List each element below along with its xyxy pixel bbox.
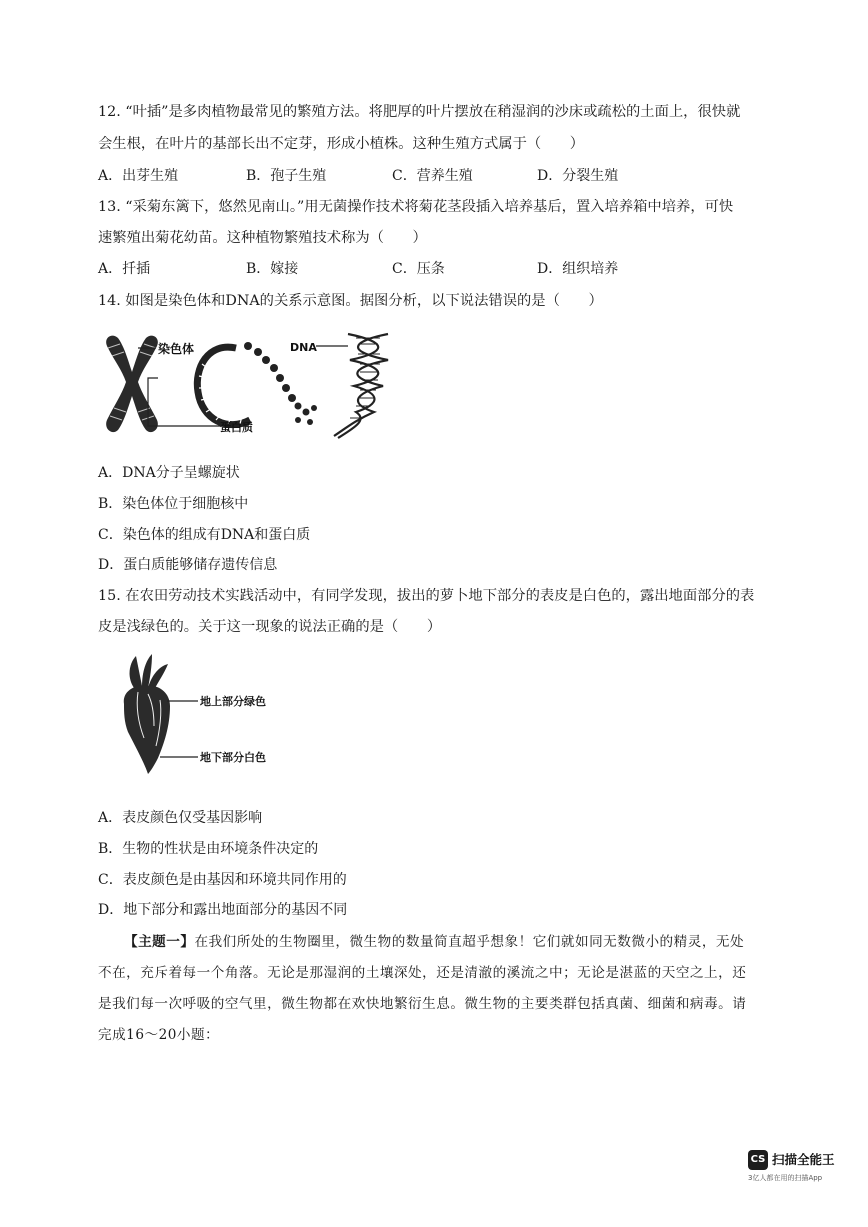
- theme-line4: 完成16～20小题：: [98, 1027, 220, 1043]
- below-ground-label: 地下部分白色: [200, 751, 266, 764]
- theme-line2: 不在，充斥着每一个角落。无论是那湿润的土壤深处，还是清澈的溪流之中；无论是湛蓝的天空之上，还: [98, 965, 747, 981]
- watermark-app-name: 扫描全能王: [772, 1152, 835, 1167]
- radish-figure: [112, 652, 297, 777]
- protein-label: 蛋白质: [220, 421, 253, 434]
- q15-option-d: D．地下部分和露出地面部分的基因不同: [98, 902, 348, 918]
- coiled-fiber-drawing: [197, 347, 250, 425]
- theme-line1: [124, 932, 744, 952]
- q15-option-b: B．生物的性状是由环境条件决定的: [98, 841, 319, 857]
- q15-option-c: C．表皮颜色是由基因和环境共同作用的: [98, 872, 347, 888]
- theme-line3: 是我们每一次呼吸的空气里，微生物都在欢快地繁衍生息。微生物的主要类群包括真菌、细菌和病毒。请: [98, 996, 747, 1012]
- q12-stem-line2: 会生根，在叶片的基部长出不定芽，形成小植株。这种生殖方式属于（ ）: [98, 136, 585, 152]
- q14-option-b: B．染色体位于细胞核中: [98, 496, 249, 512]
- nucleosome-beads-drawing: [244, 342, 317, 425]
- q12-option-c: C．营养生殖: [392, 168, 473, 184]
- q13-option-d: D．组织培养: [537, 261, 619, 277]
- watermark-tagline: 3亿人都在用的扫描App: [748, 1174, 823, 1182]
- dna-helix-drawing: [334, 334, 388, 438]
- radish-root-drawing: [124, 686, 170, 774]
- q13-option-c: C．压条: [392, 261, 445, 277]
- q15-stem-line2: 皮是浅绿色的。关于这一现象的说法正确的是（ ）: [98, 619, 442, 635]
- above-ground-label: 地上部分绿色: [200, 695, 266, 708]
- q15-option-a: A．表皮颜色仅受基因影响: [98, 810, 263, 826]
- q12-option-a: A．出芽生殖: [98, 168, 179, 184]
- q14-option-d: D．蛋白质能够储存遗传信息: [98, 557, 278, 573]
- q13-option-a: A．扦插: [98, 261, 151, 277]
- chromosome-label: 染色体: [158, 342, 195, 356]
- q13-stem-line1: 13. “采菊东篱下，悠然见南山。”用无菌操作技术将菊花茎段插入培养基后，置入培养箱中培养，可快: [98, 199, 734, 215]
- q14-stem: 14. 如图是染色体和DNA的关系示意图。据图分析，以下说法错误的是（ ）: [98, 293, 603, 309]
- q13-stem-line2: 速繁殖出菊花幼苗。这种植物繁殖技术称为（ ）: [98, 230, 427, 246]
- q15-stem-line1: 15. 在农田劳动技术实践活动中，有同学发现，拔出的萝卜地下部分的表皮是白色的，露出地面部分的表: [98, 588, 755, 604]
- q12-option-b: B．孢子生殖: [246, 168, 327, 184]
- dna-label: DNA: [290, 341, 317, 354]
- q12-option-d: D．分裂生殖: [537, 168, 619, 184]
- camscanner-logo-icon: CS: [748, 1150, 768, 1170]
- theme-title: 【主题一】: [124, 934, 195, 950]
- radish-leaves-drawing: [130, 654, 168, 690]
- chromosome-dna-figure: [98, 328, 398, 443]
- q12-stem-line1: 12. “叶插”是多肉植物最常见的繁殖方法。将肥厚的叶片摆放在稍湿润的沙床或疏松的土面上，很快就: [98, 104, 741, 120]
- theme-intro-text: 在我们所处的生物圈里，微生物的数量简直超乎想象！它们就如同无数微小的精灵，无处: [194, 934, 745, 950]
- q14-option-c: C．染色体的组成有DNA和蛋白质: [98, 527, 311, 543]
- q14-option-a: A．DNA分子呈螺旋状: [98, 465, 240, 481]
- scanner-watermark: [748, 1148, 848, 1188]
- chromosome-drawing: [106, 336, 158, 432]
- q13-option-b: B．嫁接: [246, 261, 299, 277]
